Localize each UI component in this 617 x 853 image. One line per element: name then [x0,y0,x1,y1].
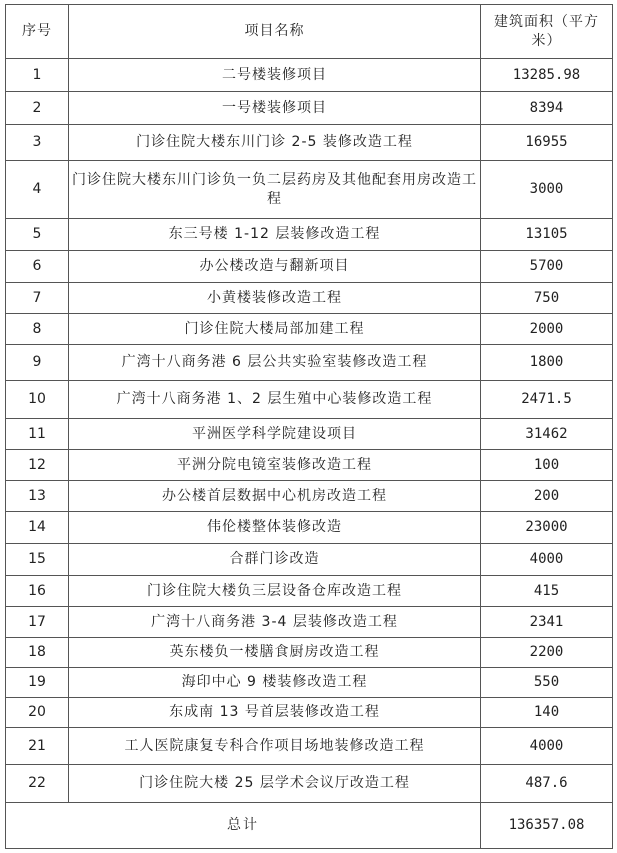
row-no: 1 [6,59,69,92]
row-area: 2200 [481,638,613,668]
row-area: 550 [481,668,613,698]
row-area: 140 [481,698,613,728]
row-name: 门诊住院大楼 25 层学术会议厅改造工程 [69,765,481,803]
row-area: 13105 [481,219,613,251]
table-row [6,251,613,283]
project-area-table [5,4,613,849]
row-no: 18 [6,638,69,668]
row-area: 4000 [481,728,613,765]
row-name: 伟伦楼整体装修改造 [69,512,481,544]
row-name: 东三号楼 1-12 层装修改造工程 [69,219,481,251]
row-name: 广湾十八商务港 1、2 层生殖中心装修改造工程 [69,381,481,419]
row-area: 13285.98 [481,59,613,92]
table-row [6,345,613,381]
row-no: 16 [6,576,69,607]
row-no: 7 [6,283,69,314]
row-name: 广湾十八商务港 3-4 层装修改造工程 [69,607,481,638]
table-row [6,381,613,419]
row-no: 15 [6,544,69,576]
table-row [6,638,613,668]
row-area: 16955 [481,125,613,161]
row-name: 二号楼装修项目 [69,59,481,92]
row-no: 6 [6,251,69,283]
table-row [6,576,613,607]
total-value: 136357.08 [481,803,613,849]
table-row [6,512,613,544]
row-area: 1800 [481,345,613,381]
row-name: 门诊住院大楼局部加建工程 [69,314,481,345]
row-area: 23000 [481,512,613,544]
row-no: 2 [6,92,69,125]
table-row [6,765,613,803]
row-name: 合群门诊改造 [69,544,481,576]
row-no: 22 [6,765,69,803]
table-row [6,314,613,345]
table-row [6,59,613,92]
row-no: 11 [6,419,69,450]
row-name: 一号楼装修项目 [69,92,481,125]
row-name: 英东楼负一楼膳食厨房改造工程 [69,638,481,668]
table-row [6,481,613,512]
table-row [6,668,613,698]
row-name: 办公楼改造与翻新项目 [69,251,481,283]
row-name: 平洲分院电镜室装修改造工程 [69,450,481,481]
row-area: 200 [481,481,613,512]
row-no: 5 [6,219,69,251]
row-no: 4 [6,161,69,219]
header-no: 序号 [6,5,69,59]
row-name: 广湾十八商务港 6 层公共实验室装修改造工程 [69,345,481,381]
table-row [6,607,613,638]
row-name: 门诊住院大楼东川门诊负一负二层药房及其他配套用房改造工程 [69,161,481,219]
header-name: 项目名称 [69,5,481,59]
table-row [6,728,613,765]
table-row [6,161,613,219]
row-area: 100 [481,450,613,481]
row-area: 2341 [481,607,613,638]
row-area: 5700 [481,251,613,283]
row-no: 19 [6,668,69,698]
row-no: 3 [6,125,69,161]
table-row [6,283,613,314]
table-row [6,419,613,450]
row-name: 门诊住院大楼东川门诊 2-5 装修改造工程 [69,125,481,161]
table-row [6,698,613,728]
row-area: 8394 [481,92,613,125]
total-label: 总计 [6,803,481,849]
table-row [6,544,613,576]
row-area: 4000 [481,544,613,576]
row-area: 2000 [481,314,613,345]
row-name: 小黄楼装修改造工程 [69,283,481,314]
table-row [6,219,613,251]
row-name: 办公楼首层数据中心机房改造工程 [69,481,481,512]
row-name: 东成南 13 号首层装修改造工程 [69,698,481,728]
row-area: 487.6 [481,765,613,803]
row-area: 415 [481,576,613,607]
table-row [6,125,613,161]
header-area: 建筑面积（平方米） [481,5,613,59]
total-row [6,803,613,849]
row-area: 2471.5 [481,381,613,419]
header-row [6,5,613,59]
table-row [6,450,613,481]
row-name: 海印中心 9 楼装修改造工程 [69,668,481,698]
row-no: 8 [6,314,69,345]
row-no: 12 [6,450,69,481]
row-name: 门诊住院大楼负三层设备仓库改造工程 [69,576,481,607]
row-name: 平洲医学科学院建设项目 [69,419,481,450]
row-no: 14 [6,512,69,544]
row-name: 工人医院康复专科合作项目场地装修改造工程 [69,728,481,765]
row-no: 10 [6,381,69,419]
row-no: 20 [6,698,69,728]
row-no: 21 [6,728,69,765]
table-row [6,92,613,125]
row-area: 3000 [481,161,613,219]
row-no: 17 [6,607,69,638]
row-no: 13 [6,481,69,512]
row-area: 750 [481,283,613,314]
row-no: 9 [6,345,69,381]
row-area: 31462 [481,419,613,450]
